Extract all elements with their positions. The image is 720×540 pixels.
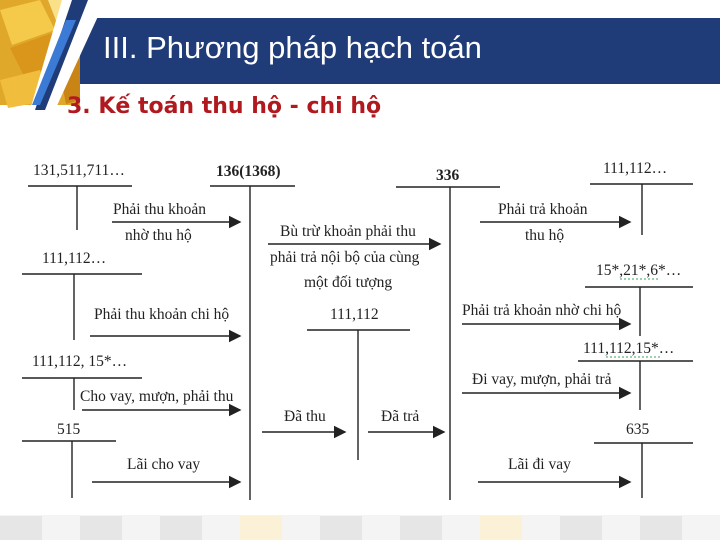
account-111-15-right: 111,112,15*… xyxy=(583,340,675,357)
footer-tile xyxy=(0,516,42,540)
account-111-left: 111,112… xyxy=(42,250,107,267)
label-lai-cho-vay: Lãi cho vay xyxy=(127,456,201,473)
label-di-vay: Đi vay, mượn, phải trả xyxy=(472,371,612,388)
label-thu-khoan-1: Phải thu khoản xyxy=(113,201,206,218)
footer-tile xyxy=(320,516,362,540)
account-515: 515 xyxy=(57,421,81,438)
label-da-tra: Đã trả xyxy=(381,408,420,425)
label-lai-di-vay: Lãi đi vay xyxy=(508,456,571,473)
page-title: III. Phương pháp hạch toán xyxy=(103,30,482,65)
footer-tile xyxy=(640,516,682,540)
label-bu-tru-3: một đối tượng xyxy=(304,274,393,291)
section-subtitle: 3. Kế toán thu hộ - chi hộ xyxy=(67,94,382,119)
label-thu-chi-ho: Phải thu khoản chi hộ xyxy=(94,306,230,323)
footer-tile xyxy=(80,516,122,540)
label-bu-tru-1: Bù trừ khoản phải thu xyxy=(280,223,416,240)
label-da-thu: Đã thu xyxy=(284,408,326,425)
footer-tile xyxy=(400,516,442,540)
account-111-mid: 111,112 xyxy=(330,306,379,323)
label-bu-tru-2: phải trả nội bộ của cùng xyxy=(270,249,420,266)
label-tra-khoan-1: Phải trả khoản xyxy=(498,201,588,218)
label-thu-khoan-2: nhờ thu hộ xyxy=(125,227,192,244)
account-136: 136(1368) xyxy=(216,163,281,180)
label-tra-nho-chi-ho: Phải trả khoản nhờ chi hộ xyxy=(462,302,622,319)
account-111-right: 111,112… xyxy=(603,160,668,177)
account-111-15-left: 111,112, 15*… xyxy=(32,353,128,370)
label-tra-khoan-2: thu hộ xyxy=(525,227,565,244)
footer-tile xyxy=(240,516,282,540)
account-635: 635 xyxy=(626,421,650,438)
footer-tile xyxy=(160,516,202,540)
account-131: 131,511,711… xyxy=(33,162,125,179)
account-15-right: 15*,21*,6*… xyxy=(596,262,682,279)
footer-tile xyxy=(480,516,522,540)
account-336: 336 xyxy=(436,167,460,184)
label-cho-vay: Cho vay, mượn, phải thu xyxy=(80,388,234,405)
footer-tile xyxy=(560,516,602,540)
